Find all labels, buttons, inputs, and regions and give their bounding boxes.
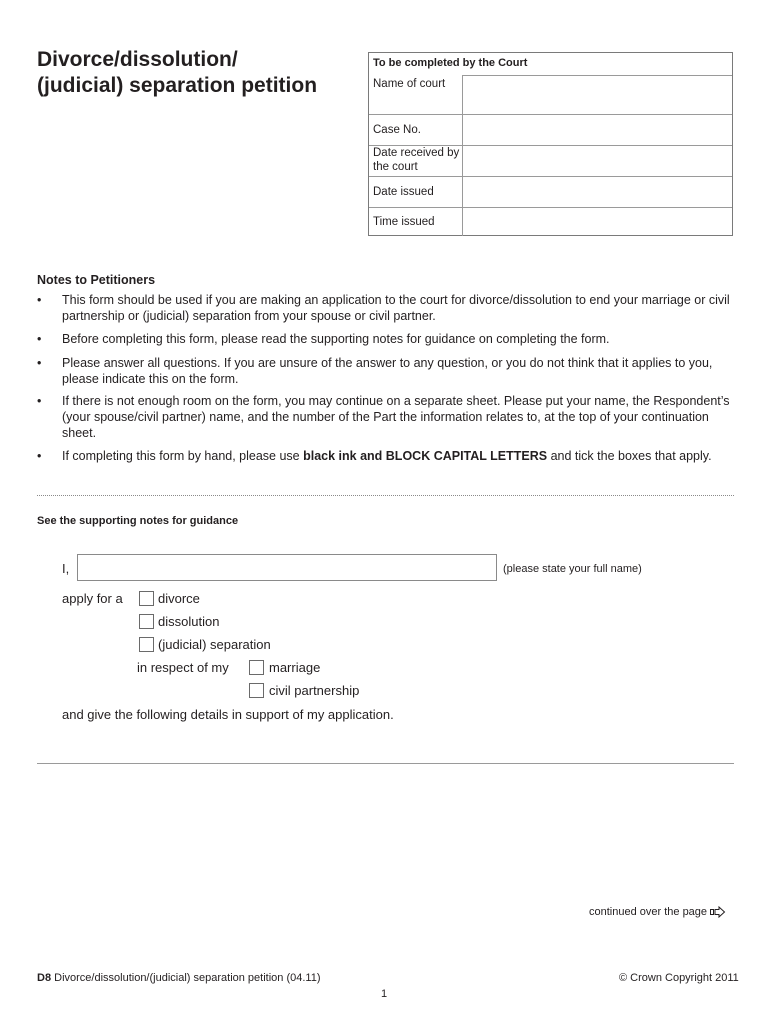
closing-statement: and give the following details in support of my application. [62,707,394,722]
i-label: I, [62,561,70,576]
option-label: dissolution [158,614,220,629]
civil-partnership-checkbox[interactable] [249,683,264,698]
date-received-field[interactable] [462,146,732,176]
bullet: • [37,293,42,307]
court-row-label: Date issued [373,186,434,198]
note-item [37,355,737,389]
court-row-label: Name of court [373,78,446,90]
note-text: Please answer all questions. If you are unsure of the answer to any question, or you do not think that it applies to you, please indicate this on the form. [62,356,713,386]
page-number: 1 [381,988,388,1000]
bullet: • [37,394,42,408]
note-item [37,448,737,482]
note-item [37,393,737,443]
form-code: D8 [37,972,52,984]
note-item [37,292,737,326]
note-text: Before completing this form, please read the supporting notes for guidance on completing the form. [62,332,610,346]
note-item [37,331,737,349]
title-line-2: (judicial) separation petition [37,74,318,97]
court-row-label: Case No. [373,124,421,136]
copyright: © Crown Copyright 2011 [619,972,739,984]
name-hint: (please state your full name) [503,563,642,575]
court-row-date-issued [369,176,732,207]
date-issued-field[interactable] [462,177,732,207]
judicial-separation-checkbox[interactable] [139,637,154,652]
continued-arrow-icon [710,906,726,918]
continued-note [589,906,726,918]
bullet: • [37,332,42,346]
guidance-note: See the supporting notes for guidance [37,515,239,527]
relationship-label: marriage [269,660,321,675]
court-row-date-received [369,145,732,176]
divider [37,495,734,496]
title-line-1: Divorce/dissolution/ [37,48,238,71]
court-box-heading: To be completed by the Court [373,57,528,69]
option-label: divorce [158,591,200,606]
bullet: • [37,356,42,370]
bullet: • [37,449,42,463]
marriage-checkbox[interactable] [249,660,264,675]
court-use-box [368,52,733,236]
court-row-label: Date received by the court [373,147,460,173]
relationship-label: civil partnership [269,683,360,698]
case-no-field[interactable] [462,115,732,145]
section-divider [37,763,734,764]
option-label: (judicial) separation [158,637,271,652]
continued-text: continued over the page [589,906,708,918]
page-title [37,47,357,99]
note-text-bold: black ink and BLOCK CAPITAL LETTERS [303,449,548,463]
note-text: This form should be used if you are making an application to the court for divorce/dissolution to end your marriage or civil partnership or (judicial) separation from your spouse or civil partner. [62,293,730,323]
full-name-input[interactable] [77,554,497,581]
note-text-part: and tick the boxes that apply. [547,449,712,463]
apply-for-label: apply for a [62,591,123,606]
court-row-case-no [369,114,732,145]
in-respect-label: in respect of my [137,660,229,675]
form-name: Divorce/dissolution/(judicial) separation petition (04.11) [51,972,321,984]
form-reference [37,972,321,984]
court-row-time-issued [369,207,732,236]
note-text-part: If completing this form by hand, please use [62,449,304,463]
note-text [62,448,737,464]
court-row-label: Time issued [373,216,435,228]
divorce-checkbox[interactable] [139,591,154,606]
note-text: If there is not enough room on the form, you may continue on a separate sheet. Please put your name, the Respondent’s (your spouse/civil partner) name, and the number of the Part the information relates to, at the top of your continuation sheet. [62,394,730,440]
time-issued-field[interactable] [462,208,732,236]
dissolution-checkbox[interactable] [139,614,154,629]
notes-title: Notes to Petitioners [37,273,156,287]
